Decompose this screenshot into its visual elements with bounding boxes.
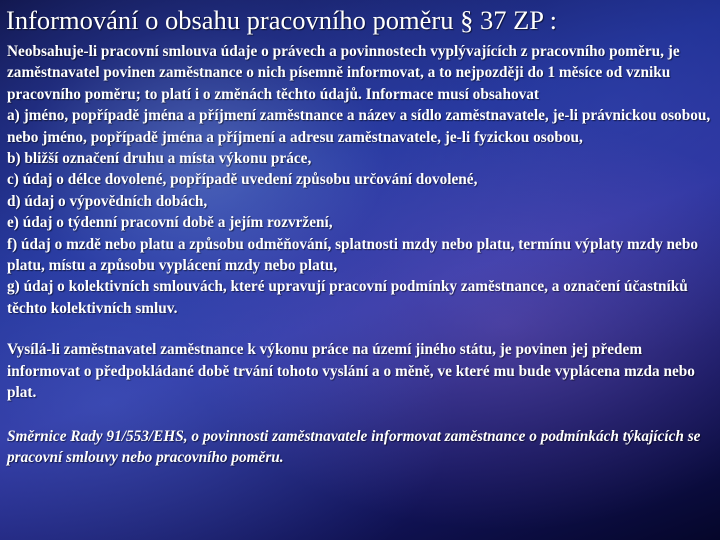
intro-paragraph: Neobsahuje-li pracovní smlouva údaje o právech a povinnostech vyplývajících z pracovního poměru, je zaměstnavatel povinen zaměstnance o nich písemně informovat, a to nejpozději do 1 měsíce od vzniku pracovního poměru; to platí i o změnách těchto údajů. Informace musí obsahovat	[7, 43, 680, 103]
list-item-a: a) jméno, popřípadě jména a příjmení zaměstnance a název a sídlo zaměstnavatele, je-li právnickou osobou, nebo jméno, popřípadě jména a příjmení a adresu zaměstnavatele, je-li fyzickou osobou,	[7, 107, 711, 146]
posting-paragraph: Vysílá-li zaměstnavatel zaměstnance k výkonu práce na území jiného státu, je povinen jej předem informovat o předpokládané době trvání tohoto vyslání a o měně, ve které mu bude vyplácena mzda nebo plat.	[7, 341, 695, 402]
slide-body	[7, 41, 715, 468]
list-item-d: d) údaj o výpovědních dobách,	[7, 192, 208, 210]
directive-note: Směrnice Rady 91/553/EHS, o povinnosti zaměstnavatele informovat zaměstnance o podmínkách týkajících se pracovní smlouvy nebo pracovního poměru.	[7, 427, 701, 466]
spacer	[7, 404, 715, 426]
spacer	[7, 319, 715, 339]
list-item-c: c) údaj o délce dovolené, popřípadě uvedení způsobu určování dovolené,	[7, 171, 478, 189]
list-item-e: e) údaj o týdenní pracovní době a jejím rozvržení,	[7, 214, 333, 232]
list-item-f: f) údaj o mzdě nebo platu a způsobu odměňování, splatnosti mzdy nebo platu, termínu výplaty mzdy nebo platu, místu a způsobu vyplácení mzdy nebo platu,	[7, 235, 699, 275]
list-item-b: b) bližší označení druhu a místa výkonu práce,	[7, 150, 312, 168]
list-item-g: g) údaj o kolektivních smlouvách, které upravují pracovní podmínky zaměstnance, a označení účastníků těchto kolektivních smluv.	[7, 278, 688, 317]
slide-title: Informování o obsahu pracovního poměru § 37 ZP :	[6, 5, 558, 35]
